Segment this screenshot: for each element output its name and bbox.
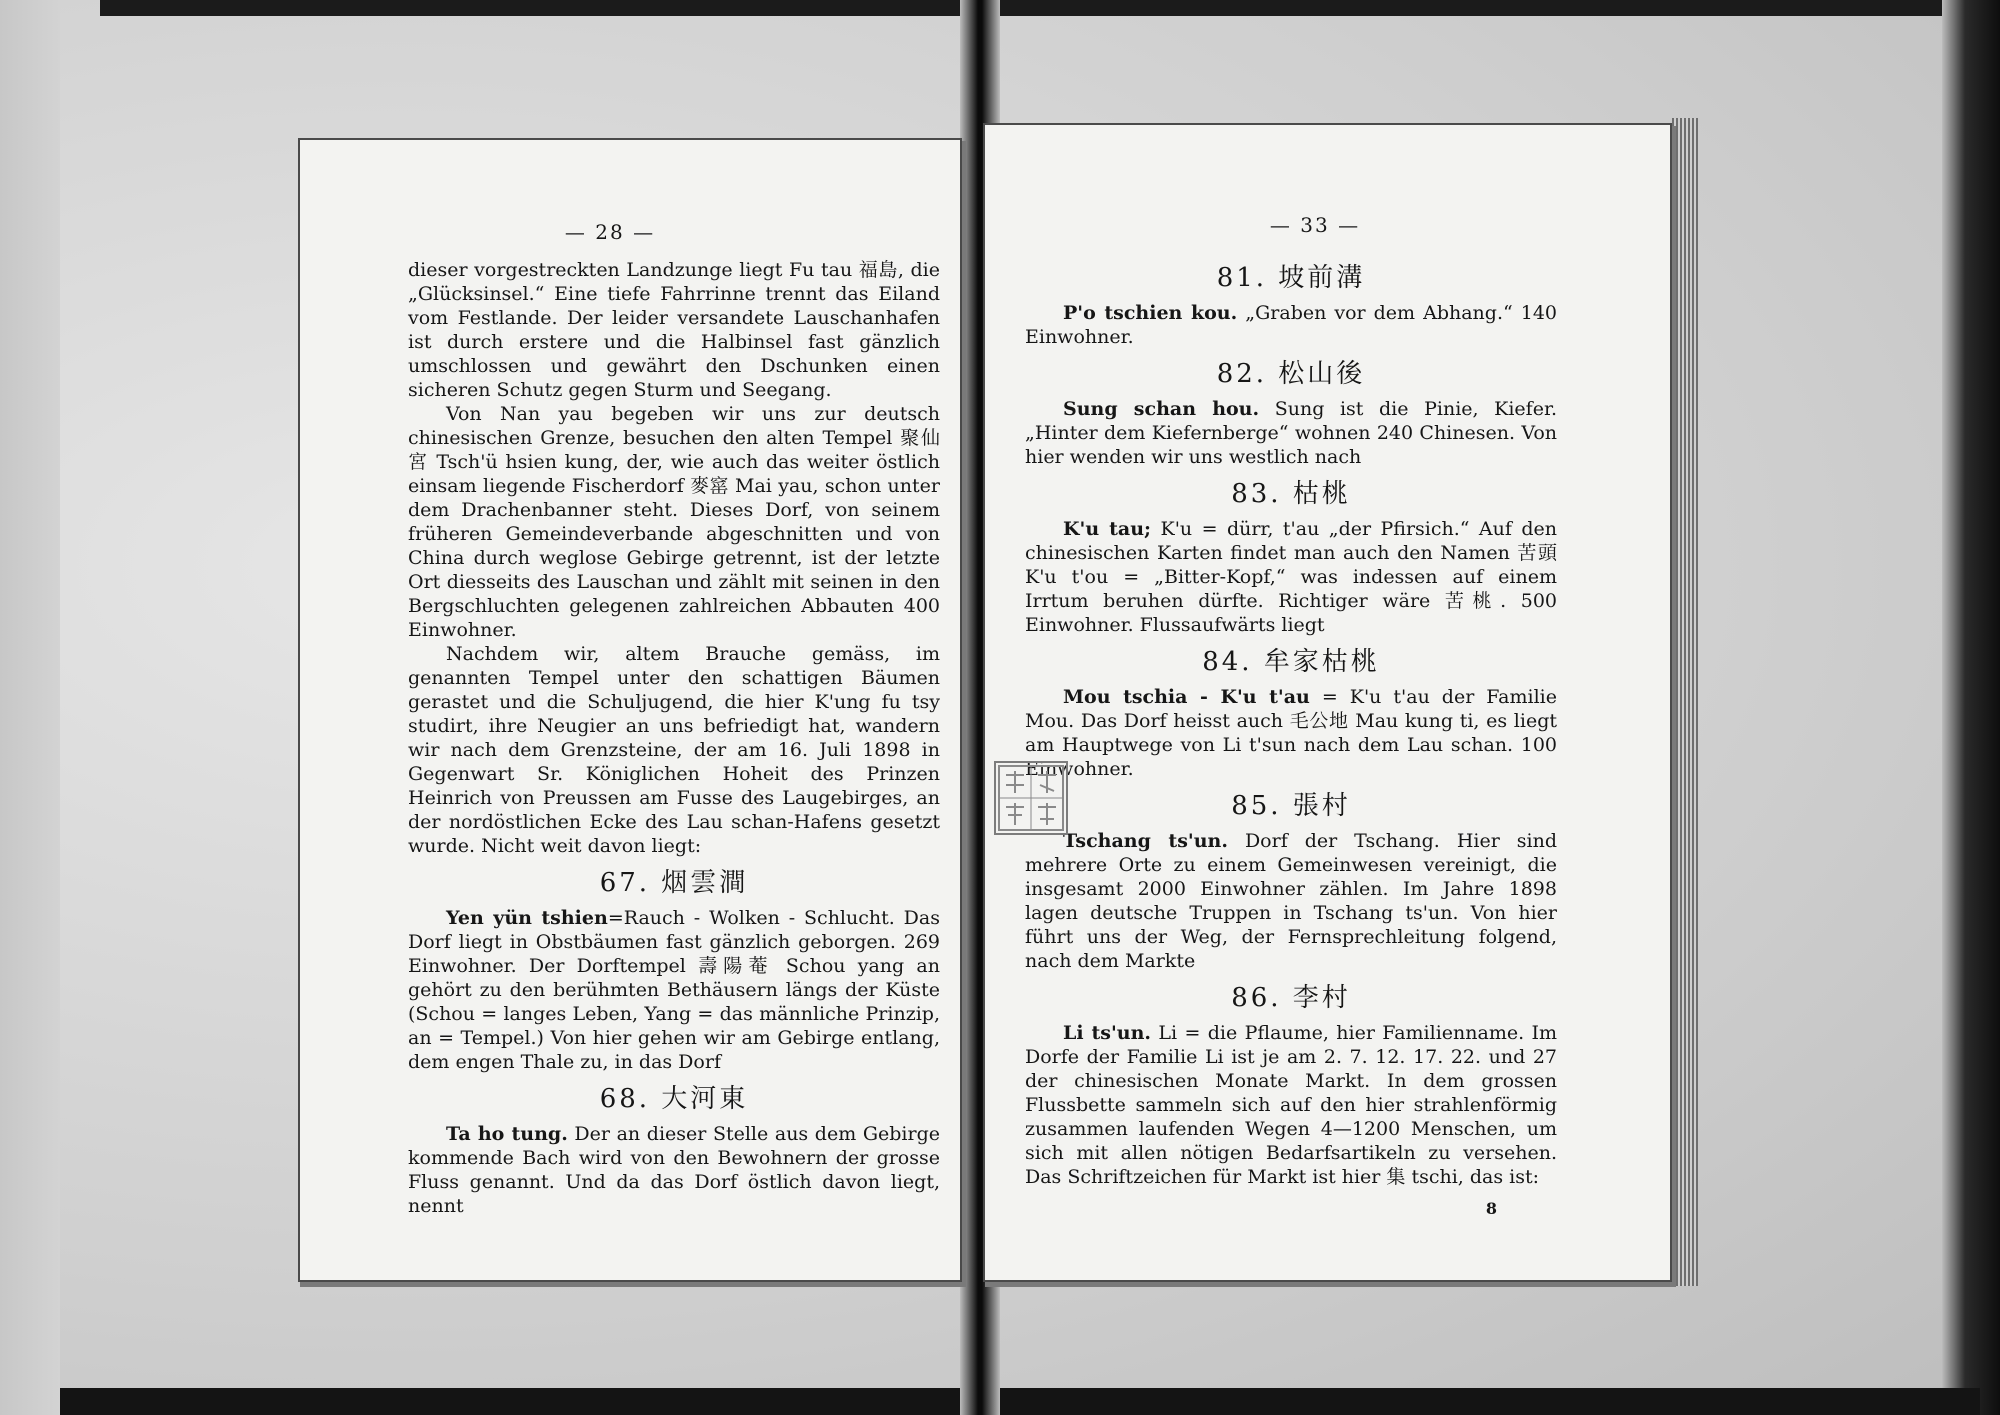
entry-text: Dorf der Tschang. Hier sind mehrere Orte zu einem Gemeinwesen vereinigt, die insgesamt 2000 Einwohner zählen. Im Jahre 1898 lagen deutsche Truppen in Tschang ts'un. Von hier führt uns der Weg, der Fernsprechleitung folgend, nach dem Markte xyxy=(1025,830,1557,972)
entry-body xyxy=(1025,829,1557,973)
signature-mark: 8 xyxy=(1485,1199,1497,1218)
entry-body xyxy=(408,1122,940,1218)
scan-right-edge xyxy=(1942,0,2000,1415)
entry-heading: 82. 松山後 xyxy=(1216,359,1366,389)
entry-lead: Li ts'un. xyxy=(1063,1022,1152,1044)
entry-text: Li = die Pflaume, hier Familienname. Im Dorfe der Familie Li ist je am 2. 7. 12. 17. 22. und 27 der chinesischen Monate Markt. In dem grossen Flussbette sammeln sich auf den hier strahlenförmig zusammen laufenden Wegen 4—1200 Menschen, um sich mit allen nötigen Bedarfsartikeln zu versehen. Das Schriftzeichen für Markt ist hier 集 tschi, das ist: xyxy=(1025,1022,1558,1188)
entry-lead: Ta ho tung. xyxy=(446,1123,568,1145)
right-page-number: — 33 — xyxy=(1269,213,1361,237)
page-block-edge xyxy=(1672,118,1698,1286)
entry-body xyxy=(1025,1021,1557,1189)
paragraph: Nachdem wir, altem Brauche gemäss, im genannten Tempel unter den schattigen Bäumen gerastet und die Schuljugend, die hier K'ung fu tsy studirt, ihre Neugier an uns befriedigt hat, wandern wir nach dem Grenzsteine, der am 16. Juli 1898 in Gegenwart Sr. Königlichen Hoheit des Prinzen Heinrich von Preussen am Fusse des Laugebirges, an der nordöstlichen Ecke des Lau schan-Hafens gesetzt wurde. Nicht weit davon liegt: xyxy=(408,643,940,857)
entry-body xyxy=(1025,301,1557,349)
scan-top-edge xyxy=(100,0,1980,16)
entry-heading: 85. 張村 xyxy=(1231,791,1351,821)
entry-text: „Graben vor dem Abhang.“ 140 Einwohner. xyxy=(1025,302,1557,348)
entry-text: Sung ist die Pinie, Kiefer. „Hinter dem Kiefernberge“ wohnen 240 Chinesen. Von hier wenden wir uns westlich nach xyxy=(1025,398,1557,468)
scan-bottom-edge xyxy=(60,1388,1980,1415)
paragraph: dieser vorgestreckten Landzunge liegt Fu tau 福島, die „Glücksinsel.“ Eine tiefe Fahrrinne trennt das Eiland vom Festlande. Der leider versandete Lauschanhafen ist durch erstere und die Halbinsel fast gänzlich umschlossen und gewährt den Dschunken einen sicheren Schutz gegen Sturm und Seegang. xyxy=(408,259,940,401)
entry-body xyxy=(1025,397,1557,469)
entry-text: K'u = dürr, t'au „der Pfirsich.“ Auf den chinesischen Karten findet man auch den Namen 苦頭 K'u t'ou = „Bitter-Kopf,“ was indessen auf einem Irrtum beruhen dürfte. Richtiger wäre 苦桃. 500 Einwohner. Flussaufwärts liegt xyxy=(1025,518,1557,636)
scan-left-margin xyxy=(0,0,60,1415)
entry-lead: Tschang ts'un. xyxy=(1063,830,1228,852)
stamp-seal-icon xyxy=(994,761,1068,835)
entry-body xyxy=(1025,685,1557,781)
left-page xyxy=(300,140,960,1280)
paragraph: Von Nan yau begeben wir uns zur deutsch chinesischen Grenze, besuchen den alten Tempel 聚仙宮 Tsch'ü hsien kung, der, wie auch das weiter östlich einsam liegende Fischerdorf 麥窰 Mai yau, schon unter dem Drachenbanner steht. Dieses Dorf, von seinem früheren Gemeindeverbande abgeschnitten und von China durch weglose Gebirge getrennt, ist der letzte Ort diesseits des Lauschan und zählt mit seinen in den Bergschluchten gelegenen zahlreichen Abbauten 400 Einwohner. xyxy=(408,403,940,641)
left-page-text xyxy=(408,258,940,1218)
entry-text: Der an dieser Stelle aus dem Gebirge kommende Bach wird von den Bewohnern der grosse Fluss genannt. Und da das Dorf östlich davon liegt, nennt xyxy=(408,1123,940,1217)
entry-heading: 86. 李村 xyxy=(1231,983,1351,1013)
entry-heading: 83. 枯桃 xyxy=(1231,479,1351,509)
right-page-text xyxy=(1025,253,1557,1221)
entry-lead: Sung schan hou. xyxy=(1063,398,1260,420)
entry-heading: 67. 烟雲澗 xyxy=(599,868,749,898)
entry-lead: Yen yün tshien xyxy=(446,907,608,929)
entry-lead: K'u tau; xyxy=(1063,518,1152,540)
right-page xyxy=(985,125,1670,1280)
entry-heading: 68. 大河東 xyxy=(599,1084,749,1114)
entry-heading: 81. 坡前溝 xyxy=(1216,263,1366,293)
left-page-number: — 28 — xyxy=(564,220,656,244)
entry-text: =Rauch - Wolken - Schlucht. Das Dorf liegt in Obstbäumen fast gänzlich geborgen. 269 Einwohner. Der Dorftempel 壽陽菴 Schou yang an gehört zu den berühmten Bethäusern längs der Küste (Schou = langes Leben, Yang = das männliche Prinzip, an = Tempel.) Von hier gehen wir am Gebirge entlang, dem engen Thale zu, in das Dorf xyxy=(408,907,940,1073)
entry-heading: 84. 牟家枯桃 xyxy=(1202,647,1380,677)
entry-lead: P'o tschien kou. xyxy=(1063,302,1238,324)
library-stamp xyxy=(990,758,1072,862)
entry-body xyxy=(1025,517,1557,637)
entry-text: = K'u t'au der Familie Mou. Das Dorf heisst auch 毛公地 Mau kung ti, es liegt am Hauptwege von Li t'sun nach dem Lau schan. 100 Einwohner. xyxy=(1025,686,1557,780)
entry-lead: Mou tschia - K'u t'au xyxy=(1063,686,1310,708)
entry-body xyxy=(408,906,940,1074)
